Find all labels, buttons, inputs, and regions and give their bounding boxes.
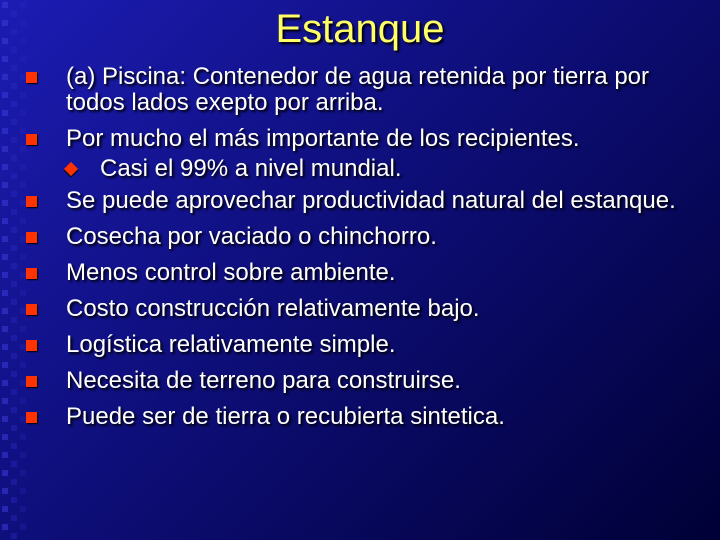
decorative-tile bbox=[2, 416, 8, 422]
decorative-tile bbox=[11, 65, 17, 71]
bullet-text: Puede ser de tierra o recubierta sintetica. bbox=[66, 403, 505, 430]
decorative-tile bbox=[2, 488, 8, 494]
decorative-tile bbox=[2, 236, 8, 242]
square-bullet-icon bbox=[26, 196, 37, 207]
decorative-tile bbox=[11, 299, 17, 305]
decorative-tile bbox=[20, 56, 26, 62]
decorative-tile bbox=[2, 344, 8, 350]
decorative-tile bbox=[20, 470, 26, 476]
decorative-tile bbox=[2, 200, 8, 206]
decorative-tile bbox=[2, 92, 8, 98]
decorative-tile bbox=[2, 182, 8, 188]
bullet-item-control bbox=[26, 260, 706, 286]
bullet-text: Cosecha por vaciado o chinchorro. bbox=[66, 223, 437, 250]
decorative-tile bbox=[20, 506, 26, 512]
square-bullet-icon bbox=[26, 232, 37, 243]
square-bullet-icon bbox=[26, 412, 37, 423]
bullet-text: Logística relativamente simple. bbox=[66, 331, 396, 358]
decorative-tile bbox=[11, 281, 17, 287]
decorative-tile bbox=[2, 110, 8, 116]
decorative-tile bbox=[11, 425, 17, 431]
decorative-tile bbox=[11, 119, 17, 125]
bullet-text: Necesita de terreno para construirse. bbox=[66, 367, 461, 394]
decorative-tile bbox=[11, 461, 17, 467]
square-bullet-icon bbox=[26, 376, 37, 387]
decorative-tile bbox=[2, 272, 8, 278]
decorative-tile bbox=[2, 452, 8, 458]
decorative-tile bbox=[11, 533, 17, 539]
decorative-tile bbox=[2, 308, 8, 314]
square-bullet-icon bbox=[26, 268, 37, 279]
decorative-tile bbox=[2, 506, 8, 512]
bullet-text: Costo construcción relativamente bajo. bbox=[66, 295, 480, 322]
square-bullet-icon bbox=[26, 72, 37, 83]
decorative-tile bbox=[11, 479, 17, 485]
bullet-item-recubierta bbox=[26, 404, 706, 430]
bullet-item-importante bbox=[26, 126, 706, 152]
decorative-tile bbox=[11, 371, 17, 377]
decorative-tile bbox=[2, 290, 8, 296]
decorative-tile bbox=[2, 362, 8, 368]
decorative-tile bbox=[11, 389, 17, 395]
bullet-list bbox=[26, 64, 706, 440]
decorative-tile bbox=[11, 137, 17, 143]
bullet-item-piscina bbox=[26, 64, 706, 116]
diamond-bullet-icon bbox=[64, 162, 78, 176]
slide-title: Estanque bbox=[275, 7, 445, 51]
decorative-tile bbox=[11, 335, 17, 341]
decorative-tile bbox=[11, 227, 17, 233]
bullet-item-productividad bbox=[26, 188, 706, 214]
decorative-tile bbox=[2, 398, 8, 404]
decorative-tile bbox=[11, 497, 17, 503]
decorative-tile bbox=[2, 380, 8, 386]
sub-bullet-item-casi bbox=[26, 156, 706, 182]
decorative-tile bbox=[11, 155, 17, 161]
decorative-tile bbox=[11, 209, 17, 215]
decorative-tile bbox=[11, 101, 17, 107]
bullet-item-cosecha bbox=[26, 224, 706, 250]
decorative-tile bbox=[2, 146, 8, 152]
decorative-tile bbox=[2, 74, 8, 80]
decorative-tile bbox=[11, 443, 17, 449]
bullet-text: Menos control sobre ambiente. bbox=[66, 259, 396, 286]
bullet-text: Se puede aprovechar productividad natural del estanque. bbox=[66, 187, 676, 214]
bullet-item-logistica bbox=[26, 332, 706, 358]
bullet-item-costo bbox=[26, 296, 706, 322]
decorative-tile bbox=[2, 164, 8, 170]
decorative-tile bbox=[11, 515, 17, 521]
square-bullet-icon bbox=[26, 304, 37, 315]
square-bullet-icon bbox=[26, 134, 37, 145]
decorative-tile bbox=[2, 326, 8, 332]
bullet-item-terreno bbox=[26, 368, 706, 394]
decorative-tile bbox=[20, 524, 26, 530]
decorative-tile bbox=[20, 452, 26, 458]
bullet-text: Por mucho el más importante de los recipientes. bbox=[66, 125, 580, 152]
decorative-tile bbox=[11, 173, 17, 179]
decorative-tile bbox=[2, 218, 8, 224]
decorative-tile bbox=[11, 191, 17, 197]
decorative-tile bbox=[2, 524, 8, 530]
decorative-tile bbox=[2, 128, 8, 134]
bullet-text: Casi el 99% a nivel mundial. bbox=[100, 155, 402, 182]
decorative-tile bbox=[2, 254, 8, 260]
decorative-tile bbox=[2, 470, 8, 476]
decorative-tile bbox=[2, 434, 8, 440]
decorative-tile bbox=[11, 353, 17, 359]
decorative-tile bbox=[11, 317, 17, 323]
decorative-tile bbox=[11, 407, 17, 413]
decorative-tile bbox=[2, 56, 8, 62]
bullet-text: (a) Piscina: Contenedor de agua retenida por tierra por todos lados exepto por arriba. bbox=[66, 63, 650, 116]
decorative-tile bbox=[11, 263, 17, 269]
decorative-tile bbox=[20, 488, 26, 494]
decorative-tile bbox=[11, 83, 17, 89]
square-bullet-icon bbox=[26, 340, 37, 351]
decorative-tile bbox=[11, 245, 17, 251]
